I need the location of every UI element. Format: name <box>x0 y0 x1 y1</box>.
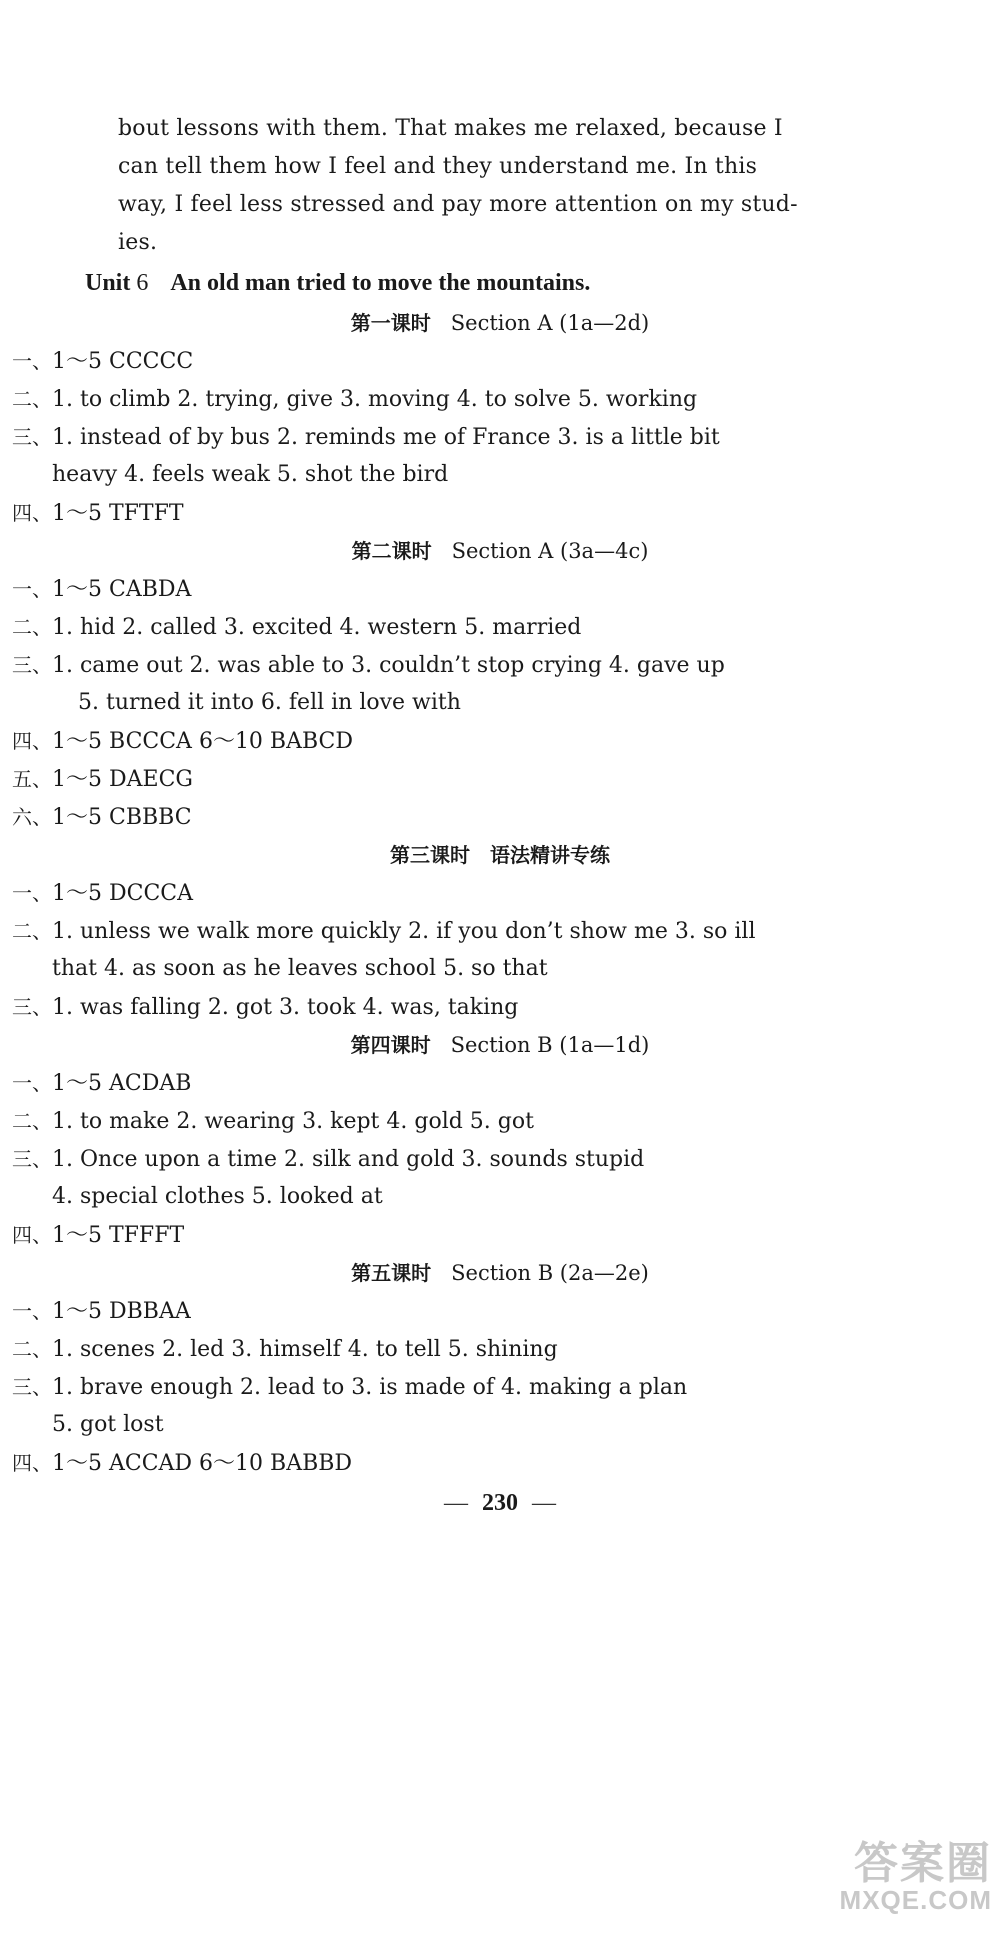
answer-line: 二、1. to climb 2. trying, give 3. moving 4. to solve 5. working <box>12 387 698 412</box>
answer-line: 四、1～5 ACCAD 6～10 BABBD <box>12 1451 353 1476</box>
unit-title: An old man tried to move the mountains. <box>170 270 591 296</box>
answer-line: 三、1. instead of by bus 2. reminds me of France 3. is a little bit <box>12 425 720 450</box>
watermark-url: MXQE.COM <box>839 1885 992 1915</box>
section-heading: 第三课时 语法精讲专练 <box>390 843 610 867</box>
answer-line: 二、1. scenes 2. led 3. himself 4. to tell 5. shining <box>12 1337 558 1362</box>
page-number: — 230 — <box>444 1490 556 1516</box>
answer-line: 一、1～5 CCCCC <box>12 349 194 374</box>
answer-line: 二、1. hid 2. called 3. excited 4. western 5. married <box>12 615 582 640</box>
section-heading: 第一课时 Section A (1a—2d) <box>350 311 650 335</box>
answer-line: 5. got lost <box>52 1412 164 1437</box>
answer-line: 一、1～5 CABDA <box>12 577 192 602</box>
answer-line: 六、1～5 CBBBC <box>12 805 192 830</box>
answer-line: 一、1～5 DCCCA <box>12 881 194 906</box>
answer-line: 四、1～5 TFFFT <box>12 1223 185 1248</box>
paragraph-line: can tell them how I feel and they understand me. In this <box>118 154 758 179</box>
section-heading: 第二课时 Section A (3a—4c) <box>351 539 649 563</box>
section-heading: 第五课时 Section B (2a—2e) <box>351 1261 649 1285</box>
paragraph-line: bout lessons with them. That makes me relaxed, because I <box>118 116 783 141</box>
paragraph-line: way, I feel less stressed and pay more attention on my stud- <box>118 192 798 217</box>
answer-line: 四、1～5 BCCCA 6～10 BABCD <box>12 729 354 754</box>
answer-line: 三、1. came out 2. was able to 3. couldn’t stop crying 4. gave up <box>12 653 725 678</box>
answer-line: 二、1. unless we walk more quickly 2. if you don’t show me 3. so ill <box>12 919 756 944</box>
answer-line: 一、1～5 DBBAA <box>12 1299 191 1324</box>
section-heading: 第四课时 Section B (1a—1d) <box>350 1033 650 1057</box>
paragraph-line: ies. <box>118 230 158 255</box>
unit-number: 6 <box>136 270 149 296</box>
answer-line: 三、1. brave enough 2. lead to 3. is made of 4. making a plan <box>12 1375 688 1400</box>
watermark-logo-text: 答案圈 <box>854 1839 992 1888</box>
answer-line: 五、1～5 DAECG <box>12 767 193 792</box>
answer-line: 三、1. Once upon a time 2. silk and gold 3. sounds stupid <box>12 1147 645 1172</box>
unit-label: Unit <box>85 270 131 296</box>
watermark <box>839 1839 992 1915</box>
answer-line: 4. special clothes 5. looked at <box>52 1184 383 1209</box>
answer-line: 四、1～5 TFTFT <box>12 501 184 526</box>
answer-line: heavy 4. feels weak 5. shot the bird <box>52 462 449 487</box>
unit-heading <box>85 268 590 298</box>
answer-line: 一、1～5 ACDAB <box>12 1071 192 1096</box>
answer-line: that 4. as soon as he leaves school 5. so that <box>52 956 548 981</box>
answer-line: 5. turned it into 6. fell in love with <box>78 690 461 715</box>
answer-line: 二、1. to make 2. wearing 3. kept 4. gold 5. got <box>12 1109 534 1134</box>
answer-line: 三、1. was falling 2. got 3. took 4. was, taking <box>12 995 519 1020</box>
